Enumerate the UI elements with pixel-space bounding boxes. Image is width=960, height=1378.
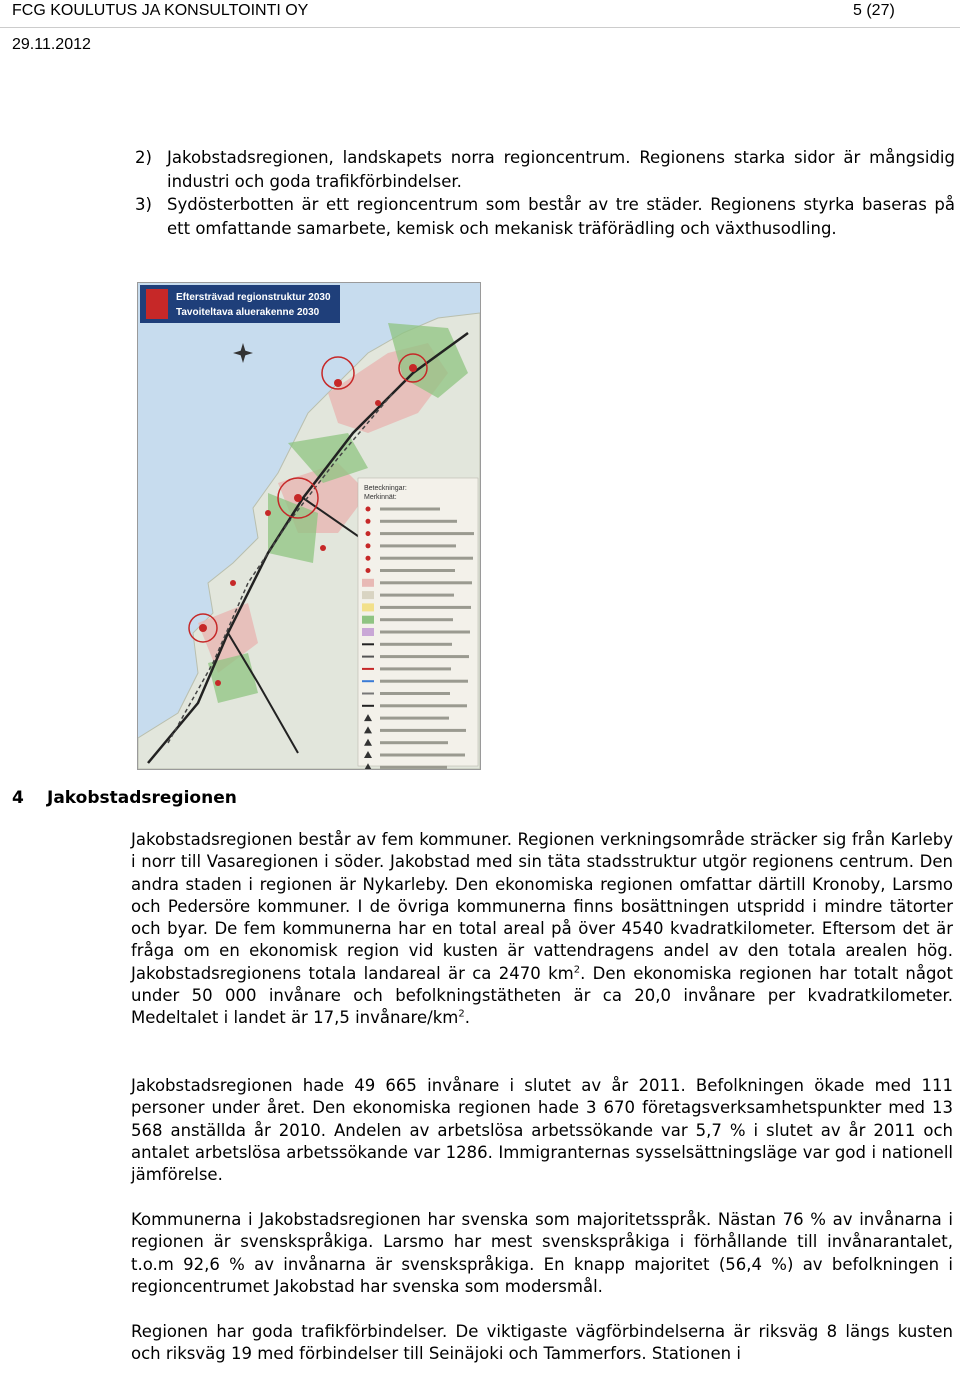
section-title: Jakobstadsregionen — [47, 788, 237, 808]
map-town-dot — [199, 624, 207, 632]
header-company: FCG KOULUTUS JA KONSULTOINTI OY — [12, 2, 309, 19]
list-item-text: Jakobstadsregionen, landskapets norra regioncentrum. Regionens starka sidor är mångsidig industri och goda trafikförbindelser. — [167, 148, 955, 191]
legend-text-placeholder — [380, 569, 455, 572]
legend-text-placeholder — [380, 643, 452, 646]
page-header — [0, 0, 960, 60]
legend-text-placeholder — [380, 717, 449, 720]
map-town-dot — [334, 379, 342, 387]
header-date: 29.11.2012 — [12, 36, 91, 53]
legend-symbol — [362, 628, 374, 636]
paragraph-text: Jakobstadsregionen består av fem kommuner. Regionen verkningsområde sträcker sig från Karleby i norr till Vasaregionen i söder. Jakobstad med sin täta stadsstruktur utgör regionens centrum. Den andra staden i regionen är Nykarleby. Den ekonomiska regionen omfattar därtill Kronoby, Larsmo och Pedersöre kommuner. I de övriga kommunerna finns bosättningen utspridd i mindre tätorter och byar. De fem kommunerna har en total areal på över 4540 kvadratkilometer. Eftersom det är fråga om en ekonomisk region vid kusten är vattendragens andel av den totala arealen hög. Jakobstadsregionens totala landareal är ca 2470 km — [131, 830, 953, 983]
paragraph-text: . Den ekonomiska regionen har totalt något under 50 000 invånare och befolkningstätheten är ca 20,0 invånare per kvadratkilometer. Medeltalet i landet är 17,5 invånare/km — [131, 963, 953, 1028]
legend-symbol — [366, 568, 371, 573]
legend-text-placeholder — [380, 508, 440, 511]
legend-symbol — [362, 591, 374, 599]
map-legend-title-sv: Beteckningar: — [364, 485, 407, 492]
map-town-dot — [320, 545, 326, 551]
legend-text-placeholder — [380, 594, 454, 597]
superscript: 2 — [573, 964, 581, 976]
superscript: 2 — [458, 1008, 465, 1020]
map-town-dot — [215, 680, 221, 686]
regional-structure-map — [137, 282, 481, 770]
map-town-dot — [230, 580, 236, 586]
paragraph-text: . — [464, 1008, 470, 1028]
map-graphic — [138, 283, 480, 769]
map-title-sv: Eftersträvad regionstruktur 2030 — [176, 292, 331, 303]
list-item — [135, 193, 955, 240]
legend-text-placeholder — [380, 581, 472, 584]
paragraph — [131, 829, 953, 1030]
section-heading — [12, 788, 237, 808]
legend-text-placeholder — [380, 606, 471, 609]
legend-symbol — [362, 579, 374, 587]
section-number: 4 — [12, 788, 24, 808]
legend-symbol — [366, 507, 371, 512]
header-divider — [0, 27, 960, 28]
map-coat-of-arms — [146, 289, 168, 319]
map-title-fi: Tavoiteltava aluerakenne 2030 — [176, 307, 320, 318]
legend-text-placeholder — [380, 544, 456, 547]
legend-text-placeholder — [380, 704, 467, 707]
legend-text-placeholder — [380, 655, 469, 658]
legend-symbol — [362, 603, 374, 611]
paragraph: Kommunerna i Jakobstadsregionen har svenska som majoritetsspråk. Nästan 76 % av invånarna i regionen är svenskspråkiga. Larsmo har mest svenskspråkiga i förhållande till invånarantalet, t.o.m 92,6 % av invånarna är svenskspråkiga. En knapp majoritet (56,4 %) av befolkningen i regioncentrumet Jakobstad har svenska som modersmål. — [131, 1210, 953, 1296]
numbered-list — [135, 146, 955, 240]
legend-text-placeholder — [380, 729, 466, 732]
legend-text-placeholder — [380, 766, 447, 769]
paragraph: Regionen har goda trafikförbindelser. De viktigaste vägförbindelserna är riksväg 8 längs kusten och riksväg 19 med förbindelser till Seinäjoki och Tammerfors. Stationen i — [131, 1322, 953, 1364]
paragraph: Jakobstadsregionen hade 49 665 invånare i slutet av år 2011. Befolkningen ökade med 111 personer under året. Den ekonomiska regionen hade 3 670 företagsverksamhetspunkter med 13 568 anställda år 2010. Andelen av arbetslösa arbetssökande var 5,7 % i slutet av år 2011 och antalet arbetslösa arbetssökande var 1286. Immigranternas sysselsättningsläge var god i nationell jämförelse. — [131, 1076, 953, 1185]
map-town-dot — [375, 400, 381, 406]
legend-text-placeholder — [380, 520, 457, 523]
legend-symbol — [366, 531, 371, 536]
legend-text-placeholder — [380, 754, 465, 757]
legend-text-placeholder — [380, 680, 468, 683]
list-item-number: 3) — [135, 195, 152, 214]
map-town-dot — [409, 364, 417, 372]
legend-text-placeholder — [380, 557, 473, 560]
legend-symbol — [366, 543, 371, 548]
legend-symbol — [362, 616, 374, 624]
legend-text-placeholder — [380, 741, 448, 744]
legend-text-placeholder — [380, 692, 450, 695]
legend-symbol — [366, 556, 371, 561]
list-item-number: 2) — [135, 148, 152, 167]
legend-text-placeholder — [380, 618, 453, 621]
map-legend-title-fi: Merkinnät: — [364, 494, 397, 501]
map-town-dot — [294, 494, 302, 502]
legend-text-placeholder — [380, 631, 470, 634]
header-page-number: 5 (27) — [853, 2, 895, 19]
legend-text-placeholder — [380, 667, 451, 670]
compass-icon — [233, 343, 253, 363]
legend-symbol — [366, 519, 371, 524]
map-town-dot — [265, 510, 271, 516]
list-item-text: Sydösterbotten är ett regioncentrum som består av tre städer. Regionens styrka baseras på ett omfattande samarbete, kemisk och mekanisk träförädling och växthusodling. — [167, 195, 955, 238]
legend-text-placeholder — [380, 532, 474, 535]
list-item — [135, 146, 955, 193]
